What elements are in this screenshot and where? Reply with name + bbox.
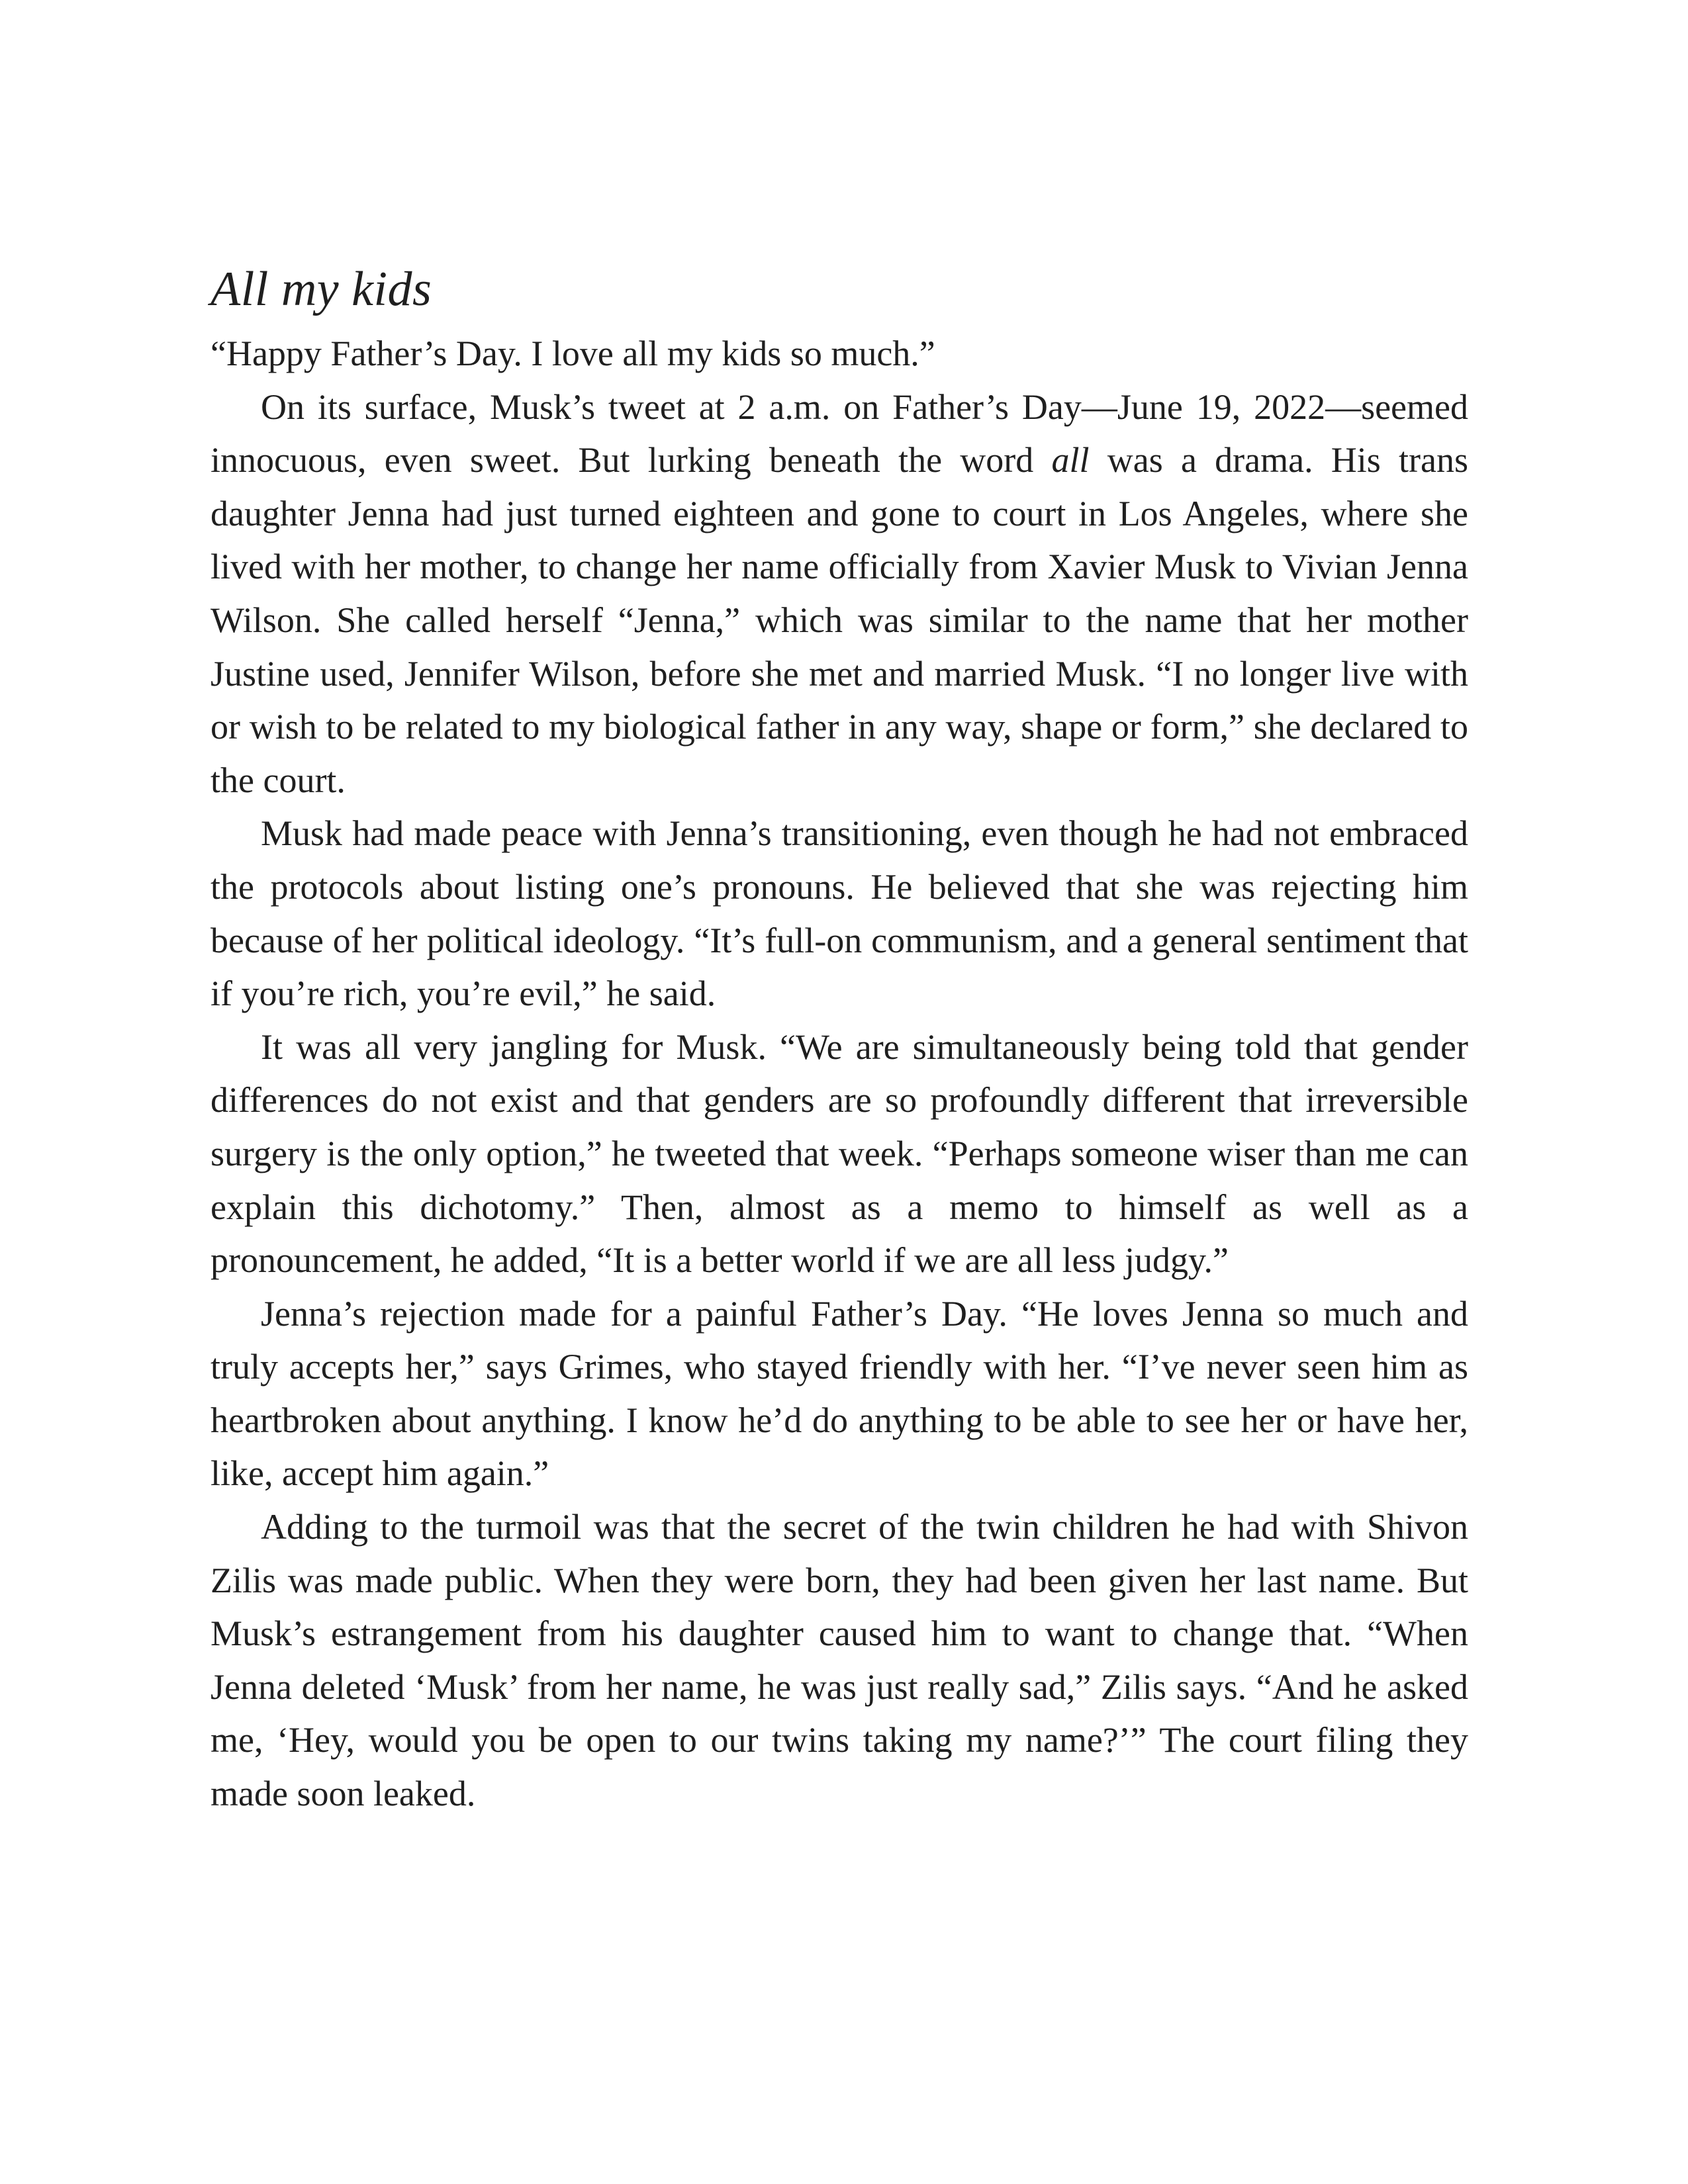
paragraph-2-part-a: On its surface, Musk’s tweet at 2 a.m. on Father’s Day—June 19, 2022—seemed innocuous, even sweet. But lurking beneath the word <box>211 387 1468 480</box>
paragraph-1: “Happy Father’s Day. I love all my kids so much.” <box>211 334 935 373</box>
paragraph-4: It was all very jangling for Musk. “We are simultaneously being told that gender differences do not exist and that genders are so profoundly different that irreversible surgery is the only option,” he tweeted that week. “Perhaps someone wiser than me can explain this dichotomy.” Then, almost as a memo to himself as well as a pronouncement, he added, “It is a better world if we are all less judgy.” <box>211 1026 1468 1281</box>
paragraph-5: Jenna’s rejection made for a painful Father’s Day. “He loves Jenna so much and truly accepts her,” says Grimes, who stayed friendly with her. “I’ve never seen him as heartbroken about anything. I know he’d do anything to be able to see her or have her, like, accept him again.” <box>211 1293 1468 1494</box>
book-page <box>211 259 1468 1821</box>
paragraph-2 <box>211 381 1468 807</box>
paragraph-6: Adding to the turmoil was that the secret of the twin children he had with Shivon Zilis was made public. When they were born, they had been given her last name. But Musk’s estrangement from his daughter caused him to want to change that. “When Jenna deleted ‘Musk’ from her name, he was just really sad,” Zilis says. “And he asked me, ‘Hey, would you be open to our twins taking my name?’” The court filing they made soon leaked. <box>211 1507 1468 1814</box>
paragraph-2-part-b: was a drama. His trans daughter Jenna had just turned eighteen and gone to court in Los Angeles, where she lived with her mother, to change her name officially from Xavier Musk to Vivian Jenna Wilson. She called herself “Jenna,” which was similar to the name that her mother Justine used, Jennifer Wilson, before she met and married Musk. “I no longer live with or wish to be related to my biological father in any way, shape or form,” she declared to the court. <box>211 440 1468 800</box>
paragraph-3: Musk had made peace with Jenna’s transitioning, even though he had not embraced the protocols about listing one’s pronouns. He believed that she was rejecting him because of her political ideology. “It’s full-on communism, and a general sentiment that if you’re rich, you’re evil,” he said. <box>211 813 1468 1014</box>
emphasis-all: all <box>1051 440 1090 480</box>
body-text <box>211 327 1468 1821</box>
section-heading: All my kids <box>211 262 432 316</box>
